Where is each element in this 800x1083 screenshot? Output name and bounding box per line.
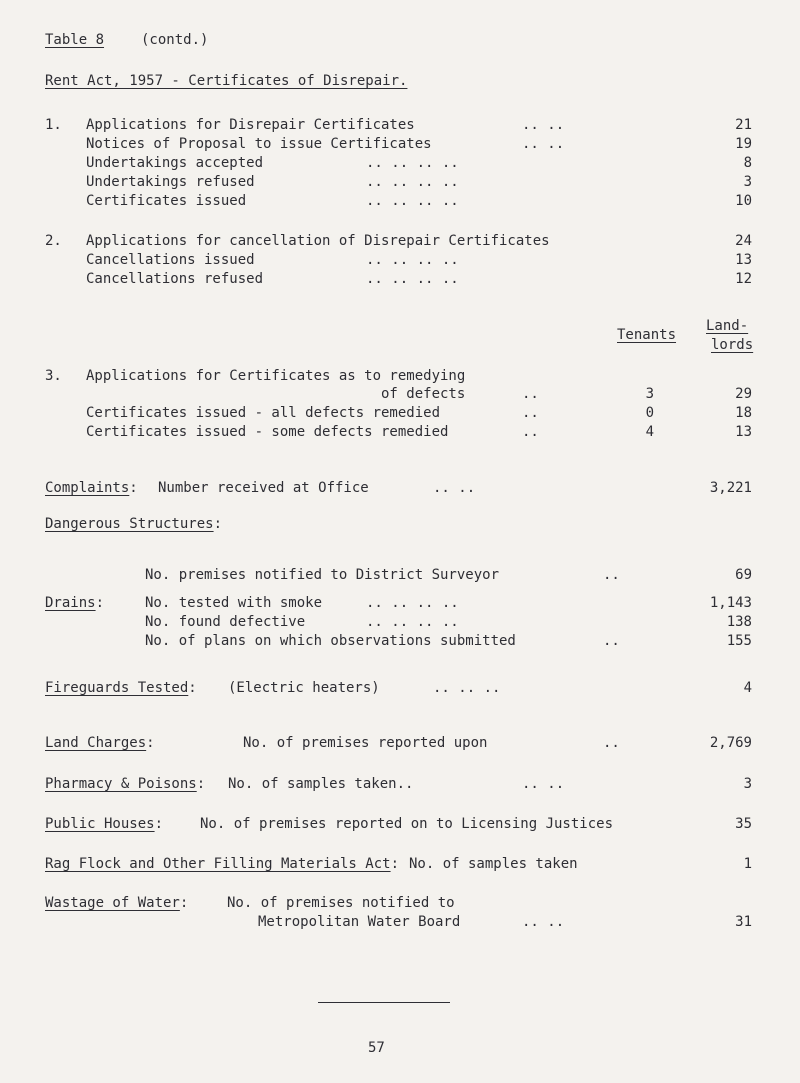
land-charges-value: 2,769 xyxy=(709,735,752,751)
drains-row-value: 1,143 xyxy=(709,595,752,611)
drains-line: Drains: xyxy=(45,595,105,611)
dangerous-line: Dangerous Structures: xyxy=(45,516,223,532)
drains-row-dots: .. .. .. .. xyxy=(366,614,459,630)
fireguards-dots: .. .. .. xyxy=(433,680,501,696)
item2-row-dots: .. .. .. .. xyxy=(366,271,459,287)
wastage-value: 31 xyxy=(735,914,752,930)
complaints-value: 3,221 xyxy=(709,480,752,496)
item3-row-dots: .. xyxy=(522,424,539,440)
public-houses-heading: Public Houses xyxy=(45,816,155,832)
wastage-dots: .. .. xyxy=(522,914,565,930)
item1-row-dots: .. .. xyxy=(522,117,565,133)
dangerous-label: No. premises notified to District Surveyor xyxy=(145,567,500,583)
col-header-tenants: Tenants xyxy=(617,327,677,343)
item1-row-value: 10 xyxy=(735,193,752,209)
item3-row-label: Applications for Certificates as to remedying xyxy=(86,368,466,384)
wastage-line: Wastage of Water: xyxy=(45,895,189,911)
item1-row-label: Applications for Disrepair Certificates xyxy=(86,117,415,133)
wastage-label-cont: Metropolitan Water Board xyxy=(258,914,461,930)
dangerous-heading: Dangerous Structures xyxy=(45,516,214,532)
rag-flock-label: No. of samples taken xyxy=(409,856,578,872)
item2-row-value: 12 xyxy=(735,271,752,287)
fireguards-line: Fireguards Tested: xyxy=(45,680,197,696)
item3-number: 3. xyxy=(45,368,62,384)
item2-row-label: Applications for cancellation of Disrepair Certificates xyxy=(86,233,550,249)
land-charges-line: Land Charges: xyxy=(45,735,155,751)
drains-row-value: 138 xyxy=(726,614,752,630)
item1-row-value: 21 xyxy=(735,117,752,133)
public-houses-line: Public Houses: xyxy=(45,816,164,832)
pharmacy-label: No. of samples taken.. xyxy=(228,776,414,792)
item3-row-tenants: 3 xyxy=(645,386,654,402)
page-number: 57 xyxy=(368,1040,385,1056)
col-header-landlords-2: lords xyxy=(711,337,754,353)
item1-row-label: Undertakings accepted xyxy=(86,155,264,171)
item3-row-label-cont: of defects xyxy=(381,386,466,402)
table-label: Table 8 xyxy=(45,32,105,48)
drains-row-dots: .. xyxy=(603,633,620,649)
item3-row-label: Certificates issued - all defects remedied xyxy=(86,405,441,421)
item2-number: 2. xyxy=(45,233,62,249)
fireguards-value: 4 xyxy=(743,680,752,696)
item3-row-landlords: 18 xyxy=(735,405,752,421)
complaints-heading: Complaints xyxy=(45,480,130,496)
pharmacy-heading: Pharmacy & Poisons xyxy=(45,776,197,792)
item1-row-dots: .. .. .. .. xyxy=(366,155,459,171)
pharmacy-value: 3 xyxy=(743,776,752,792)
table-contd: (contd.) xyxy=(141,32,209,48)
item1-row-label: Undertakings refused xyxy=(86,174,255,190)
land-charges-label: No. of premises reported upon xyxy=(243,735,488,751)
pharmacy-dots: .. .. xyxy=(522,776,565,792)
drains-row-dots: .. .. .. .. xyxy=(366,595,459,611)
drains-heading: Drains xyxy=(45,595,96,611)
item3-row-landlords: 29 xyxy=(735,386,752,402)
item2-row-label: Cancellations refused xyxy=(86,271,264,287)
wastage-heading: Wastage of Water xyxy=(45,895,180,911)
item2-row-label: Cancellations issued xyxy=(86,252,255,268)
item2-row-dots: .. .. .. .. xyxy=(366,252,459,268)
col-header-landlords-1: Land- xyxy=(706,318,749,334)
land-charges-heading: Land Charges xyxy=(45,735,147,751)
item1-row-value: 3 xyxy=(743,174,752,190)
fireguards-heading: Fireguards Tested xyxy=(45,680,189,696)
item1-number: 1. xyxy=(45,117,62,133)
dangerous-dots: .. xyxy=(603,567,620,583)
item2-row-value: 24 xyxy=(735,233,752,249)
public-houses-label: No. of premises reported on to Licensing Justices xyxy=(200,816,614,832)
item1-row-dots: .. .. .. .. xyxy=(366,193,459,209)
rag-flock-heading: Rag Flock and Other Filling Materials Act xyxy=(45,856,391,872)
item2-row-value: 13 xyxy=(735,252,752,268)
drains-row-label: No. found defective xyxy=(145,614,306,630)
rag-flock-value: 1 xyxy=(743,856,752,872)
item1-row-label: Certificates issued xyxy=(86,193,247,209)
complaints-line: Complaints: xyxy=(45,480,147,496)
item1-row-value: 19 xyxy=(735,136,752,152)
fireguards-label: (Electric heaters) xyxy=(228,680,380,696)
item1-row-label: Notices of Proposal to issue Certificates xyxy=(86,136,432,152)
item3-row-tenants: 4 xyxy=(645,424,654,440)
footer-rule xyxy=(318,1002,450,1003)
pharmacy-line: Pharmacy & Poisons: xyxy=(45,776,206,792)
item3-row-tenants: 0 xyxy=(645,405,654,421)
rag-flock-line: Rag Flock and Other Filling Materials Act: xyxy=(45,856,400,872)
item3-row-landlords: 13 xyxy=(735,424,752,440)
item3-row-dots: .. xyxy=(522,386,539,402)
item1-row-dots: .. .. .. .. xyxy=(366,174,459,190)
drains-row-label: No. tested with smoke xyxy=(145,595,323,611)
public-houses-value: 35 xyxy=(735,816,752,832)
item1-row-dots: .. .. xyxy=(522,136,565,152)
item3-row-dots: .. xyxy=(522,405,539,421)
item3-row-label: Certificates issued - some defects remedied xyxy=(86,424,449,440)
dangerous-value: 69 xyxy=(735,567,752,583)
complaints-dots: .. .. xyxy=(433,480,476,496)
section-title: Rent Act, 1957 - Certificates of Disrepair. xyxy=(45,73,408,89)
drains-row-label: No. of plans on which observations submitted xyxy=(145,633,516,649)
item1-row-value: 8 xyxy=(743,155,752,171)
complaints-label: Number received at Office xyxy=(158,480,369,496)
wastage-label: No. of premises notified to xyxy=(227,895,455,911)
drains-row-value: 155 xyxy=(726,633,752,649)
land-charges-dots: .. xyxy=(603,735,620,751)
